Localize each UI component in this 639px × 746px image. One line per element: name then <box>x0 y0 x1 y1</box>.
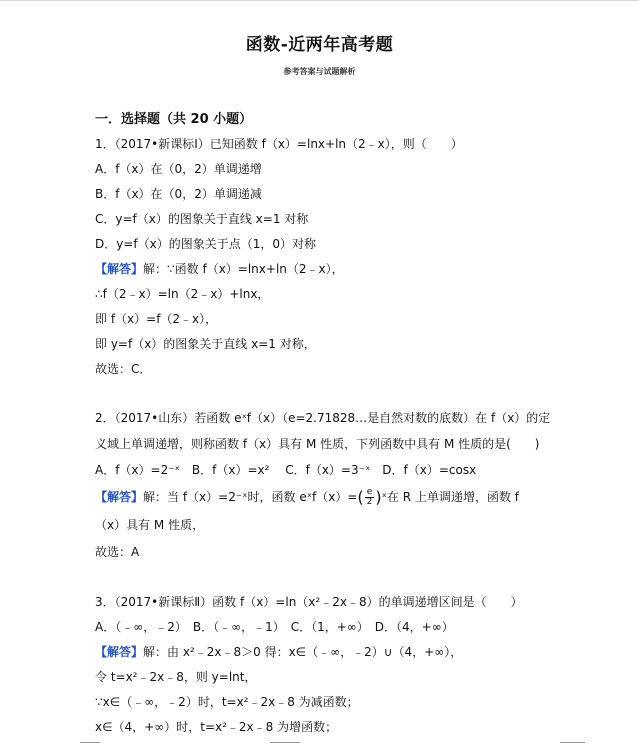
question-3-answer-line-2: 令 t=x²﹣2x﹣8，则 y=lnt， <box>95 670 257 684</box>
question-2-stem-line-2: 义域上单调递增，则称函数 f（x）具有 M 性质，下列函数中具有 M 性质的是( ) <box>95 437 540 451</box>
answer-tag: 【解答】 <box>95 262 144 276</box>
question-1-option-c: C．y=f（x）的图象关于直线 x=1 对称 <box>95 212 309 226</box>
question-1-answer-line-3: 即 f（x）=f（2﹣x）， <box>95 312 218 326</box>
question-1-answer-line-4: 即 y=f（x）的图象关于直线 x=1 对称， <box>95 337 316 351</box>
answer-text-a: 解：当 f（x）=2⁻ˣ时，函数 eˣf（x）= <box>143 490 358 504</box>
document-title: 函数-近两年高考题 <box>245 35 394 55</box>
document-subtitle: 参考答案与试题解析 <box>283 67 356 76</box>
answer-text: 解：由 x²﹣2x﹣8＞0 得：x∈（﹣∞，﹣2）∪（4，+∞）， <box>143 645 463 659</box>
fraction-denominator: 2 <box>366 497 373 507</box>
question-1-answer-line-5: 故选：C． <box>95 362 152 376</box>
fraction-numerator: e <box>365 488 375 498</box>
question-1-option-b: B．f（x）在（0，2）单调递减 <box>95 187 262 201</box>
page-bottom-marks <box>0 740 639 746</box>
question-1-option-a: A．f（x）在（0，2）单调递增 <box>95 162 262 176</box>
question-1-option-d: D．y=f（x）的图象关于点（1，0）对称 <box>95 237 316 251</box>
question-2-answer-line-3: 故选：A <box>95 545 140 559</box>
question-2-answer-line-2: （x）具有 M 性质， <box>95 518 205 532</box>
question-1-answer-line-2: ∴f（2﹣x）=ln（2﹣x）+lnx， <box>95 287 270 301</box>
answer-text: 解：∵函数 f（x）=lnx+ln（2﹣x）， <box>143 262 344 276</box>
top-rule <box>0 0 639 1</box>
question-3-answer-line-4: x∈（4，+∞）时，t=x²﹣2x﹣8 为增函数； <box>95 720 338 734</box>
bottom-mark <box>80 742 100 743</box>
question-3-options: A．（﹣∞，﹣2） B．（﹣∞，﹣1） C．（1，+∞） D．（4，+∞） <box>95 620 454 634</box>
section-heading: 一．选择题（共 20 小题） <box>95 112 253 127</box>
question-2-options: A．f（x）=2⁻ˣ B．f（x）=x² C．f（x）=3⁻ˣ D．f（x）=cosx <box>95 463 477 477</box>
question-3-answer-line-1 <box>95 644 462 660</box>
left-paren: ( <box>357 487 364 507</box>
bottom-mark <box>270 742 300 743</box>
answer-text-b: ˣ在 R 上单调递增，函数 f <box>381 490 519 504</box>
question-1-stem: 1．（2017•新课标Ⅰ）已知函数 f（x）=lnx+ln（2﹣x），则（ ） <box>95 137 463 151</box>
answer-tag: 【解答】 <box>95 645 144 659</box>
question-3-answer-line-3: ∵x∈（﹣∞，﹣2）时，t=x²﹣2x﹣8 为减函数； <box>95 695 359 709</box>
answer-tag: 【解答】 <box>95 490 144 504</box>
fraction <box>365 488 375 507</box>
question-2-stem-line-1: 2．（2017•山东）若函数 eˣf（x）（e=2.71828…是自然对数的底数）在 f（x）的定 <box>95 411 551 425</box>
question-1-answer-line-1 <box>95 261 344 277</box>
question-3-stem: 3．（2017•新课标Ⅱ）函数 f（x）=ln（x²﹣2x﹣8）的单调递增区间是（ ） <box>95 595 523 609</box>
question-2-answer-line-1 <box>95 488 519 507</box>
bottom-mark <box>560 742 585 743</box>
right-paren: ) <box>375 487 382 507</box>
